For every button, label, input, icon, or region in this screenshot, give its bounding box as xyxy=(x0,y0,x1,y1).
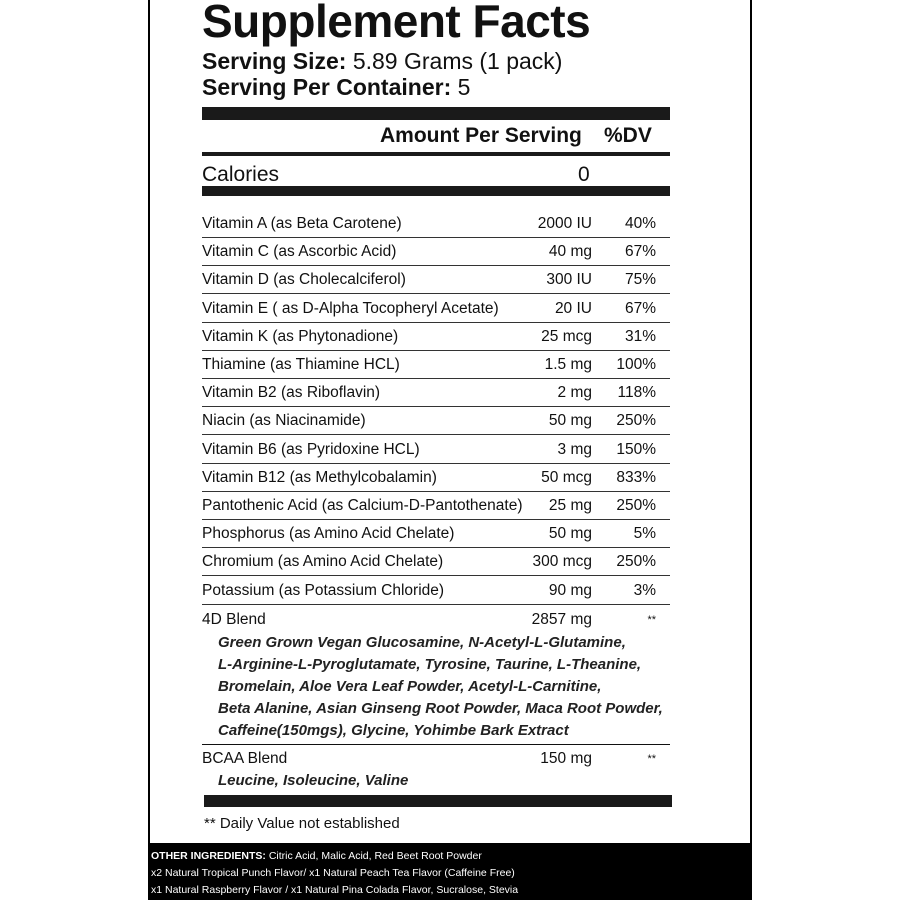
nutrient-row xyxy=(202,407,672,435)
servings-label: Serving Per Container: xyxy=(202,74,452,100)
nutrient-amount: 50 mg xyxy=(548,412,592,430)
other-ingredients-line-2: x2 Natural Tropical Punch Flavor/ x1 Natural Peach Tea Flavor (Caffeine Free) xyxy=(151,867,515,879)
nutrient-name: Vitamin B6 (as Pyridoxine HCL) xyxy=(202,440,420,458)
blend-4d-line: Bromelain, Aloe Vera Leaf Powder, Acetyl-L-Carnitine, xyxy=(218,678,602,695)
nutrient-dv: 3% xyxy=(633,581,656,599)
nutrient-name: Pantothenic Acid (as Calcium-D-Pantothenate) xyxy=(202,497,523,514)
nutrient-amount: 1.5 mg xyxy=(544,356,592,373)
nutrient-dv: 40% xyxy=(624,215,656,232)
nutrient-dv: 31% xyxy=(624,327,656,345)
nutrient-amount: 40 mg xyxy=(548,243,592,261)
calories-label: Calories xyxy=(202,163,280,186)
nutrient-row xyxy=(202,351,672,379)
blend-4d-line: Green Grown Vegan Glucosamine, N-Acetyl-L-Glutamine, xyxy=(218,634,626,651)
nutrient-dv: 75% xyxy=(624,271,656,289)
servings-per-container xyxy=(202,74,470,100)
nutrient-row xyxy=(202,295,672,323)
nutrient-amount: 50 mg xyxy=(548,525,592,543)
amount-per-serving-heading: Amount Per Serving xyxy=(380,124,582,147)
blend-4d-line: L-Arginine-L-Pyroglutamate, Tyrosine, Taurine, L-Theanine, xyxy=(218,656,642,673)
blend-4d-name: 4D Blend xyxy=(202,611,266,628)
nutrient-row xyxy=(202,520,672,548)
nutrient-dv: 250% xyxy=(616,553,656,571)
blend-bcaa-row xyxy=(202,745,672,773)
nutrient-row xyxy=(202,548,672,576)
blend-4d-dv: ** xyxy=(647,614,656,626)
nutrient-name: Vitamin B12 (as Methylcobalamin) xyxy=(202,468,437,486)
thick-rule-bottom xyxy=(204,795,672,807)
nutrient-row xyxy=(202,577,672,605)
blend-4d-line: Beta Alanine, Asian Ginseng Root Powder, Maca Root Powder, xyxy=(218,700,663,717)
serving-size-label: Serving Size: xyxy=(202,48,347,74)
nutrient-dv: 250% xyxy=(616,497,656,514)
blend-bcaa-amount: 150 mg xyxy=(540,750,592,767)
calories-value: 0 xyxy=(578,163,590,186)
thick-rule-top xyxy=(202,107,670,120)
serving-size xyxy=(202,48,562,74)
blend-bcaa-ingredients xyxy=(218,770,408,792)
nutrient-name: Vitamin C (as Ascorbic Acid) xyxy=(202,243,397,261)
blend-bcaa-name: BCAA Blend xyxy=(202,750,288,767)
nutrient-name: Phosphorus (as Amino Acid Chelate) xyxy=(202,525,455,543)
nutrient-amount: 20 IU xyxy=(554,299,592,317)
nutrient-dv: 67% xyxy=(624,243,656,261)
nutrient-row xyxy=(202,210,672,238)
nutrient-amount: 90 mg xyxy=(548,581,592,599)
nutrient-row xyxy=(202,238,672,266)
nutrient-name: Vitamin B2 (as Riboflavin) xyxy=(202,384,381,402)
nutrient-name: Chromium (as Amino Acid Chelate) xyxy=(202,553,444,571)
nutrient-amount: 300 IU xyxy=(546,271,592,289)
other-ingredients-box xyxy=(148,843,752,900)
nutrient-name: Potassium (as Potassium Chloride) xyxy=(202,581,445,599)
blend-4d-amount: 2857 mg xyxy=(531,611,592,628)
nutrient-dv: 5% xyxy=(633,525,656,543)
nutrient-dv: 150% xyxy=(616,440,656,458)
nutrient-name: Niacin (as Niacinamide) xyxy=(202,412,366,430)
nutrient-amount: 25 mcg xyxy=(541,327,592,345)
nutrient-name: Thiamine (as Thiamine HCL) xyxy=(202,356,400,373)
nutrient-amount: 50 mcg xyxy=(541,468,592,486)
nutrient-dv: 833% xyxy=(616,468,656,486)
nutrient-amount: 25 mg xyxy=(548,497,592,514)
nutrient-dv: 67% xyxy=(624,299,656,317)
other-ingredients-line-3: x1 Natural Raspberry Flavor / x1 Natural Pina Colada Flavor, Sucralose, Stevia xyxy=(151,884,519,896)
footnote: ** Daily Value not established xyxy=(204,815,400,832)
blend-4d-line: Caffeine(150mgs), Glycine, Yohimbe Bark Extract xyxy=(218,722,569,739)
row-divider xyxy=(202,604,670,605)
nutrient-row xyxy=(202,436,672,464)
blend-4d-row xyxy=(202,606,672,634)
blend-4d-ingredients xyxy=(218,632,663,742)
nutrient-amount: 2 mg xyxy=(557,384,592,402)
thick-rule-calories xyxy=(202,186,670,196)
servings-value: 5 xyxy=(457,74,471,100)
blend-bcaa-dv: ** xyxy=(647,753,656,765)
nutrient-name: Vitamin E ( as D-Alpha Tocopheryl Acetate) xyxy=(202,299,499,317)
nutrient-name: Vitamin K (as Phytonadione) xyxy=(202,327,399,345)
nutrient-amount: 300 mcg xyxy=(532,553,592,571)
nutrient-row xyxy=(202,323,672,351)
nutrient-dv: 118% xyxy=(617,384,656,402)
nutrient-name: Vitamin D (as Cholecalciferol) xyxy=(202,271,406,289)
nutrient-name: Vitamin A (as Beta Carotene) xyxy=(202,215,402,232)
nutrient-dv: 100% xyxy=(616,356,656,373)
other-ingredients-line-1 xyxy=(151,848,752,865)
nutrient-row xyxy=(202,379,672,407)
nutrient-dv: 250% xyxy=(616,412,656,430)
serving-size-value: 5.89 Grams (1 pack) xyxy=(352,48,563,74)
other-ingredients-text-1: Citric Acid, Malic Acid, Red Beet Root Powder xyxy=(268,850,482,862)
nutrient-amount: 3 mg xyxy=(557,440,592,458)
nutrient-row xyxy=(202,492,672,520)
blend-bcaa-line: Leucine, Isoleucine, Valine xyxy=(218,772,409,789)
dv-heading: %DV xyxy=(604,124,652,147)
other-ingredients-label: OTHER INGREDIENTS: xyxy=(151,850,266,862)
rule-under-header xyxy=(202,152,670,156)
label-title: Supplement Facts xyxy=(202,0,591,47)
nutrient-row xyxy=(202,266,672,294)
nutrient-row xyxy=(202,464,672,492)
nutrient-amount: 2000 IU xyxy=(537,215,592,232)
